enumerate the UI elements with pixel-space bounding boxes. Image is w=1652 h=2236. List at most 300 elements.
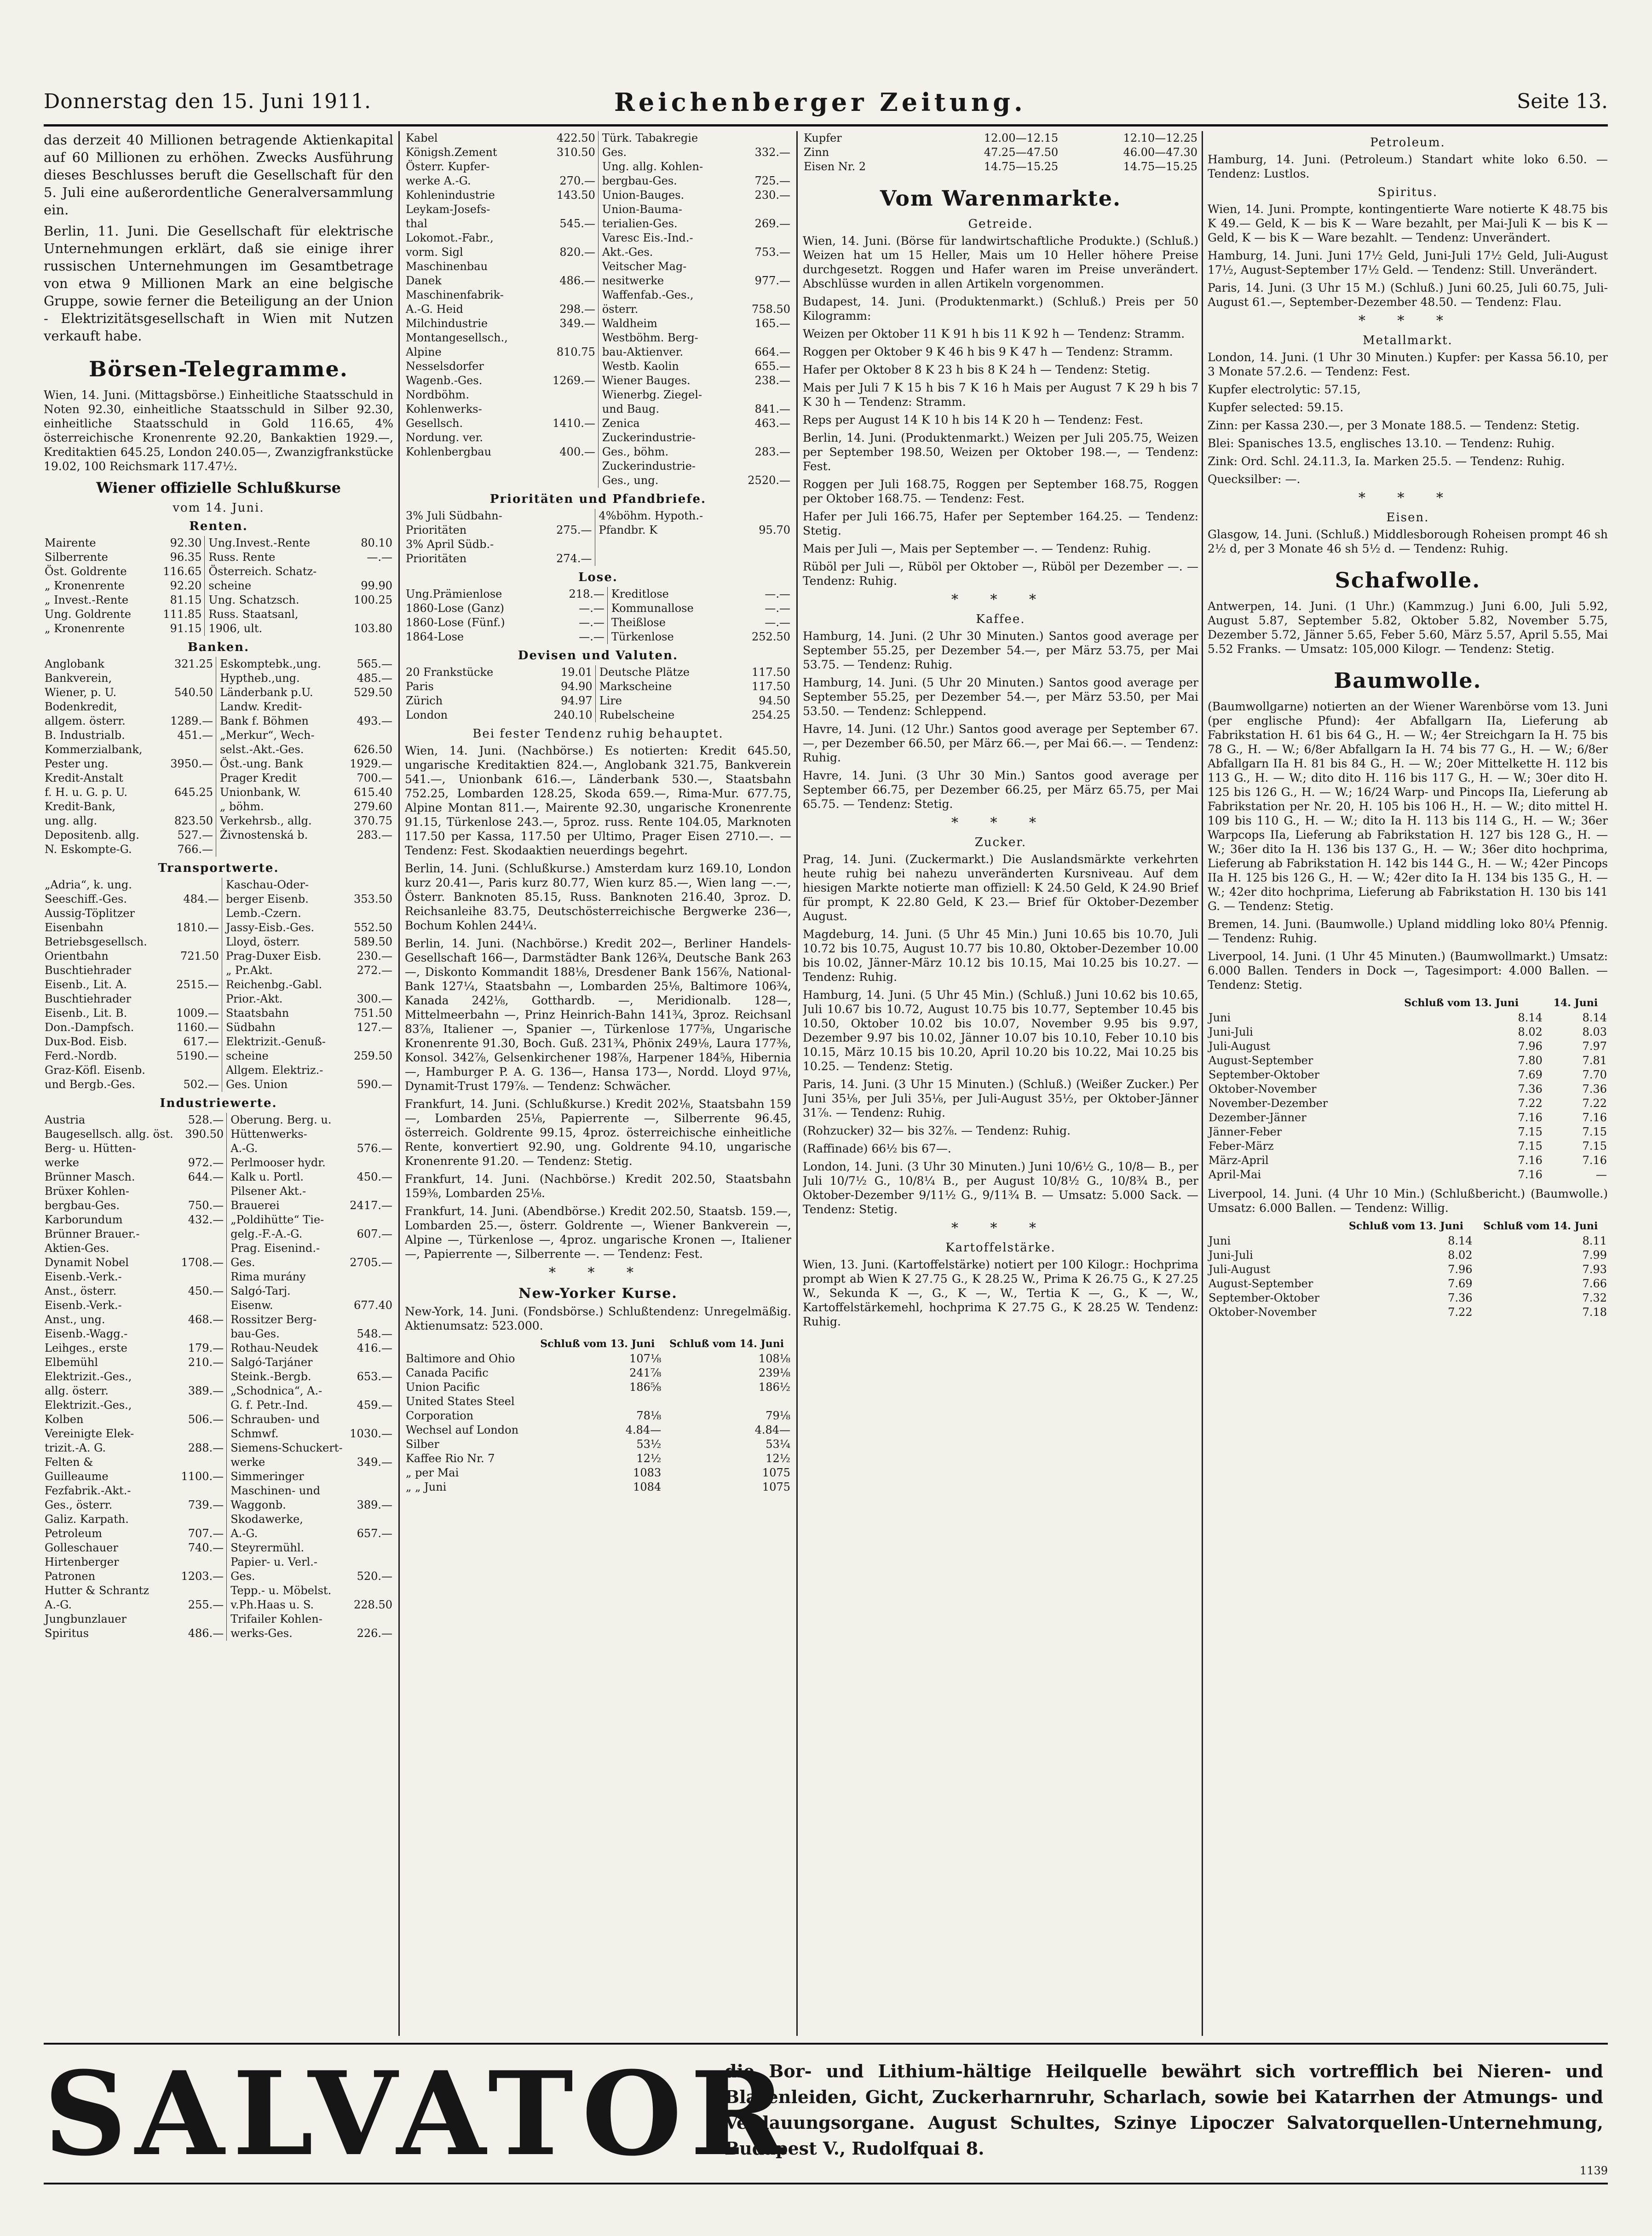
table-cell: Wagenb.-Ges.	[406, 374, 483, 387]
table-header-cell: 14. Juni	[1553, 997, 1598, 1009]
table-row	[405, 1380, 791, 1395]
table-cell: Union-Bauma-	[602, 203, 682, 216]
table-cell: 700.—	[357, 772, 392, 784]
article-intro: das derzeit 40 Millionen betragende Aktienkapital auf 60 Millionen zu erhöhen. Zwecks Ausführung dieses Beschlusses beruft die Gesellschaft für den 5. Juli eine außerordentliche Generalversammlung ein.	[44, 132, 393, 218]
table-cell: Guilleaume	[45, 1470, 109, 1483]
table-cell: United States Steel	[406, 1395, 515, 1408]
table-cell: Nordböhm.	[406, 388, 469, 401]
table-row	[44, 536, 393, 550]
table-row	[1208, 1139, 1608, 1153]
table-cell: 100.25	[354, 594, 392, 606]
table-cell: Corporation	[406, 1409, 474, 1422]
table-row	[405, 231, 791, 245]
table-cell: Türk. Tabakregie	[602, 132, 698, 144]
table-cell: 3% April Südb.-	[406, 538, 494, 551]
table-cell: 230.—	[357, 950, 392, 962]
table-newyork	[405, 1337, 791, 1494]
table-cell	[595, 552, 745, 566]
table-row	[405, 345, 791, 359]
table-row	[405, 523, 791, 537]
table-cell: Orientbahn	[45, 950, 109, 962]
table-cell: Anglobank	[45, 657, 104, 670]
table-cell: 8.14	[1448, 1234, 1473, 1247]
table-cell: Buschtiehrader	[45, 964, 132, 977]
table-cell: 230.—	[754, 189, 790, 202]
table-cell: Buschtiehrader	[45, 992, 132, 1005]
table-cell: Markscheine	[599, 680, 672, 693]
table-cell: 8.11	[1582, 1234, 1607, 1247]
table-cell: 218.—	[551, 587, 608, 601]
table-cell: Österr. Kupfer-	[406, 160, 490, 173]
table-cell: 459.—	[357, 1399, 392, 1412]
table-cell	[734, 459, 791, 473]
table-cell: f. H. u. G. p. U.	[45, 786, 128, 799]
heading-spiritus: Spiritus.	[1377, 185, 1438, 199]
table-cell: 390.50	[178, 1127, 227, 1141]
table-cell: 7.81	[1582, 1054, 1607, 1067]
table-cell	[167, 963, 222, 978]
table-cell	[178, 1427, 227, 1441]
heading-kaffee: Kaffee.	[976, 612, 1025, 626]
report-paragraph: Quecksilber: —.	[1208, 473, 1301, 486]
report-eisen: Glasgow, 14. Juni. (Schluß.) Middlesborough Roheisen prompt 46 sh 2½ d, per 3 Monate 46 sh 5½ d. — Tendenz: Ruhig.	[1208, 528, 1608, 555]
table-header-row	[1208, 996, 1608, 1011]
table-cell: thal	[406, 217, 428, 230]
table-metals	[803, 131, 1198, 174]
table-row	[44, 1355, 393, 1370]
table-cell: Hirtenberger	[45, 1556, 119, 1568]
table-cell: 1203.—	[178, 1569, 227, 1584]
table-cell: Türkenlose	[611, 630, 674, 643]
table-cell: Skodawerke,	[230, 1513, 303, 1526]
baumwolle-reports	[1208, 699, 1608, 992]
table-cell: 96.35	[152, 550, 205, 565]
table-cell: Eisen Nr. 2	[804, 160, 866, 173]
table-cell: Vereinigte Elek-	[45, 1427, 134, 1440]
table-cell: 270.—	[538, 174, 598, 188]
table-cell: 468.—	[178, 1313, 227, 1327]
table-cell: Steyrermühl.	[230, 1541, 305, 1554]
table-row	[44, 1184, 393, 1199]
table-row	[44, 814, 393, 828]
table-cell	[533, 1395, 662, 1409]
table-cell: Tepp.- u. Möbelst.	[230, 1584, 332, 1597]
table-cell	[161, 743, 216, 757]
separator-stars: * * *	[1358, 313, 1457, 329]
table-cell: „Merkur“, Wech-	[219, 729, 315, 742]
table-row	[44, 1555, 393, 1569]
table-cell	[344, 565, 393, 579]
table-cell: Ung.Invest.-Rente	[208, 536, 311, 549]
table-cell: London	[406, 709, 448, 721]
table-cell: Bodenkredit,	[45, 700, 117, 713]
table-cell	[538, 331, 598, 345]
table-cell: Baltimore and Ohio	[406, 1352, 515, 1365]
table-header-cell: Schluß vom 13. Juni	[540, 1338, 655, 1350]
table-cell: 7.99	[1582, 1249, 1607, 1262]
table-cell: 4%böhm. Hypoth.-	[599, 509, 703, 522]
table-cell: Waldheim	[602, 317, 657, 330]
table-cell: Westb. Kaolin	[602, 360, 679, 373]
table-cell: Südbahn	[225, 1021, 276, 1034]
table-row	[405, 217, 791, 231]
table-cell: 279.60	[354, 800, 392, 813]
table-cell: Zürich	[406, 694, 443, 707]
table-cell: 1269.—	[538, 374, 598, 388]
report-paragraph: Reps per August 14 K 10 h bis 14 K 20 h — Tendenz: Fest.	[803, 413, 1143, 426]
table-row	[405, 473, 791, 488]
table-cell: werks-Ges.	[230, 1627, 293, 1640]
table-cell: Kredit-Bank,	[45, 800, 115, 813]
table-cell	[745, 509, 791, 523]
table-row	[405, 188, 791, 202]
table-cell: 7.22	[1582, 1097, 1607, 1110]
table-cell: scheine	[225, 1049, 269, 1062]
report-paragraph: Liverpool, 14. Juni. (1 Uhr 45 Minuten.) (Baumwollmarkt.) Umsatz: 6.000 Ballen. Tenders in Dock —, Tagesimport: 4.000 Ballen. — Tendenz: Stetig.	[1208, 950, 1608, 991]
table-cell	[347, 1355, 393, 1370]
table-cell: A.-G.	[230, 1142, 258, 1155]
table-cell	[734, 131, 791, 145]
table-cell: Zinn	[804, 146, 829, 159]
table-cell: „Schodnica“, A.-	[230, 1384, 322, 1397]
report-paragraph: (Rohzucker) 32— bis 32⅞. — Tendenz: Ruhig.	[803, 1124, 1071, 1137]
table-cell: 3% Juli Südbahn-	[406, 509, 502, 522]
table-cell: —.—	[551, 616, 608, 630]
table-cell	[347, 1441, 393, 1455]
table-cell: 721.50	[167, 949, 222, 963]
table-cell: Leykam-Josefs-	[406, 203, 490, 216]
table-row	[44, 1427, 393, 1441]
table-row	[44, 1370, 393, 1384]
ad-text: die Bor- und Lithium-hältige Heilquelle bewährt sich vortrefflich bei Nieren- und Blasenleiden, Gicht, Zuckerharnruhr, Scharlach, sowie bei Katarrhen der Atmungs- und Verdauungsorgane. August Schultes, Szinye Lipoczer Salvatorquellen-Unternehmung, Budapest V., Rudolfquai 8.	[725, 2061, 1603, 2159]
table-cell: 5190.—	[167, 1049, 222, 1063]
table-cell	[178, 1184, 227, 1199]
table-cell: Russ. Rente	[208, 551, 276, 564]
table-cell: Eisenw.	[230, 1299, 273, 1312]
table-cell: November-Dezember	[1209, 1097, 1328, 1110]
zucker-reports	[803, 852, 1198, 1216]
table-cell: G. f. Petr.-Ind.	[230, 1399, 308, 1412]
table-cell: Bank f. Böhmen	[219, 715, 309, 727]
table-cell: 1084	[633, 1481, 662, 1493]
report-paragraph: Budapest, 14. Juni. (Produktenmarkt.) (Schluß.) Preis per 50 Kilogramm:	[803, 295, 1198, 323]
table-cell: Ung. Goldrente	[45, 608, 131, 621]
table-cell: 617.—	[167, 1035, 222, 1049]
table-row	[405, 1352, 791, 1366]
table-cell: 7.93	[1582, 1263, 1607, 1276]
table-row	[44, 1441, 393, 1455]
table-cell	[161, 700, 216, 714]
masthead-rule	[44, 124, 1608, 127]
table-cell: 493.—	[357, 715, 392, 727]
table-header-cell	[1208, 1219, 1339, 1234]
table-row	[405, 431, 791, 445]
table-cell: Wechsel auf London	[406, 1423, 519, 1436]
table-row	[44, 1241, 393, 1256]
table-cell: 540.50	[161, 686, 216, 700]
report-schafwolle: Antwerpen, 14. Juni. (1 Uhr.) (Kammzug.) Juni 6.00, Juli 5.92, August 5.87, September 5.82, Oktober 5.82, November 5.75, Dezember 5.72, Jänner 5.65, Feber 5.60, März 5.57, April 5.55, Mai 5.52 Franks. — Umsatz: 105,000 Kilogr. — Tendenz: Stetig.	[1208, 599, 1608, 656]
table-cell: 117.50	[752, 666, 790, 679]
table-row	[405, 331, 791, 345]
table-cell: B. Industrialb.	[45, 729, 125, 742]
table-cell	[734, 388, 791, 402]
table-cell: 370.75	[354, 814, 392, 827]
table-cell: 353.50	[354, 893, 392, 905]
table-cell	[662, 1395, 791, 1409]
table-cell: nesitwerke	[602, 274, 664, 287]
table-cell: 977.—	[754, 274, 790, 287]
table-row	[44, 949, 393, 963]
table-cell: Prioritäten	[406, 552, 467, 565]
table-cell	[734, 160, 791, 174]
table-cell: 7.22	[1518, 1097, 1543, 1110]
table-cell	[178, 1241, 227, 1256]
table-cell: Rothau-Neudek	[230, 1342, 318, 1354]
column-1	[44, 131, 393, 2038]
table-row	[44, 1541, 393, 1555]
heading-kartoffel: Kartoffelstärke.	[945, 1241, 1056, 1255]
table-cell	[734, 231, 791, 245]
table-cell	[167, 1063, 222, 1078]
table-cell	[347, 1241, 393, 1256]
table-cell: 7.15	[1582, 1140, 1607, 1153]
table-cell: 226.—	[357, 1627, 392, 1640]
table-cell: Veitscher Mag-	[602, 260, 687, 273]
heading-devisen: Devisen und Valuten.	[518, 649, 679, 663]
table-cell: Paris	[406, 680, 434, 693]
heading-lose: Lose.	[578, 571, 618, 584]
table-cell: Steink.-Bergb.	[230, 1370, 311, 1383]
table-cell: 12½	[636, 1452, 662, 1465]
table-cell: Salgó-Tarj.	[230, 1285, 291, 1297]
table-cell: Hutter & Schrantz	[45, 1584, 149, 1597]
heading-transport: Transportwerte.	[158, 861, 279, 875]
table-row	[1208, 1054, 1608, 1068]
table-cell	[734, 331, 791, 345]
report-paragraph: Zinn: per Kassa 230.—, per 3 Monate 188.5. — Tendenz: Stetig.	[1208, 419, 1580, 432]
table-cell: 1160.—	[167, 1020, 222, 1035]
table-cell: Oktober-November	[1209, 1083, 1317, 1095]
report-paragraph: Wien, 14. Juni. (Börse für landwirtschaftliche Produkte.) (Schluß.) Weizen hat um 15 Heller, Mais um 10 Heller höhere Preise durchgesetzt. Roggen und Hafer waren im Preise unverändert. Abschlüsse wurden in allen Artikeln vorgenommen.	[803, 234, 1198, 290]
table-header-cell: Schluß vom 14. Juni	[669, 1338, 784, 1350]
table-row	[44, 565, 393, 579]
heading-newyork: New-Yorker Kurse.	[518, 1285, 678, 1302]
table-cell: Elbemühl	[45, 1356, 98, 1369]
table-row	[405, 445, 791, 459]
table-cell: Rima murány	[230, 1270, 306, 1283]
table-cell: Oktober-November	[1209, 1306, 1317, 1319]
table-cell: April-Mai	[1209, 1168, 1261, 1181]
table-row	[44, 906, 393, 921]
table-row	[405, 680, 791, 694]
table-cell: 740.—	[178, 1541, 227, 1555]
table-cell: Pfandbr. K	[599, 524, 658, 536]
table-cell: 298.—	[538, 302, 598, 317]
table-cell: 644.—	[178, 1170, 227, 1184]
table-cell: 750.—	[178, 1199, 227, 1213]
report-paragraph: Havre, 14. Juni. (3 Uhr 30 Min.) Santos good average per September 66.75, per Dezember 66.25, per März 65.75, per Mai 65.75. — Tendenz: Stetig.	[803, 769, 1198, 811]
table-row	[44, 935, 393, 949]
table-row	[405, 1480, 791, 1494]
table-cell: 1009.—	[167, 1006, 222, 1020]
table-row	[44, 1626, 393, 1641]
table-header-row	[1208, 1219, 1608, 1234]
table-cell: 7.96	[1448, 1263, 1473, 1276]
table-row	[44, 771, 393, 785]
table-cell: 46.00—47.30	[1123, 146, 1197, 159]
table-cell: Ges. Union	[225, 1078, 288, 1091]
table-cell: 186⅝	[629, 1381, 662, 1394]
table-cell: Juni	[1209, 1011, 1231, 1024]
table-cell: 506.—	[178, 1412, 227, 1427]
table-cell: 2520.—	[748, 474, 790, 487]
table-cell: 81.15	[152, 593, 205, 607]
table-cell: Eskomptebk.,ung.	[219, 657, 321, 670]
section-heading-waren: Vom Warenmarkte.	[880, 186, 1122, 211]
table-row	[405, 1366, 791, 1380]
table-cell: 8.14	[1518, 1011, 1543, 1024]
table-cell: „Adria“, k. ung.	[45, 878, 132, 891]
table-cell: 8.02	[1448, 1249, 1473, 1262]
report-paragraph: Blei: Spanisches 13.5, englisches 13.10. — Tendenz: Ruhig.	[1208, 437, 1555, 450]
table-cell: „ per Mai	[406, 1466, 459, 1479]
table-cell: Juni-Juli	[1209, 1026, 1253, 1038]
table-cell: 653.—	[357, 1370, 392, 1383]
table-cell: 766.—	[161, 842, 216, 857]
table-cell: 255.—	[178, 1598, 227, 1612]
table-cell: Schmwf.	[230, 1427, 279, 1440]
table-cell: Dynamit Nobel	[45, 1256, 129, 1269]
table-row	[44, 1598, 393, 1612]
table-row	[44, 657, 393, 671]
table-row	[405, 288, 791, 302]
table-row	[1208, 1011, 1608, 1025]
table-cell: 7.80	[1518, 1054, 1543, 1067]
table-cell: 1075	[762, 1466, 790, 1479]
table-cell: 20 Frankstücke	[406, 666, 494, 679]
table-cell: 12½	[766, 1452, 790, 1465]
table-cell: 179.—	[178, 1341, 227, 1355]
table-prioritaeten	[405, 509, 791, 566]
table-cell: 972.—	[178, 1156, 227, 1170]
report-paragraph: Paris, 14. Juni. (3 Uhr 15 Minuten.) (Schluß.) (Weißer Zucker.) Per Juni 35⅛, per Juli 35⅛, per Juli-August 35½, per Oktober-Jänner 31⅞. — Tendenz: Ruhig.	[803, 1078, 1198, 1119]
table-cell: 7.15	[1518, 1125, 1543, 1138]
report-paragraph: Magdeburg, 14. Juni. (5 Uhr 45 Min.) Juni 10.65 bis 10.70, Juli 10.72 bis 10.75, August 10.77 bis 10.80, Oktober-Dezember 10.00 bis 10.02, Jänner-März 10.12 bis 10.15, Mai 10.25 bis 10.27. — Tendenz: Ruhig.	[803, 928, 1198, 984]
table-cell: 753.—	[754, 246, 790, 259]
table-cell: allgem. österr.	[45, 715, 126, 727]
table-cell	[347, 1484, 393, 1498]
table-cell: Reichenbg.-Gabl.	[225, 978, 322, 991]
table-cell	[745, 552, 791, 566]
table-row	[44, 1498, 393, 1512]
table-row	[44, 1284, 393, 1298]
table-header-cell: Schluß vom 13. Juni	[1404, 997, 1519, 1009]
column-4	[1208, 131, 1608, 2038]
report-paragraph: Hafer per Juli 166.75, Hafer per September 164.25. — Tendenz: Stetig.	[803, 510, 1198, 537]
table-cell: scheine	[208, 579, 252, 592]
table-cell	[178, 1327, 227, 1341]
report-paragraph: Mais per Juli —, Mais per September —. — Tendenz: Ruhig.	[803, 542, 1151, 555]
table-row	[44, 963, 393, 978]
table-cell: 7.16	[1518, 1111, 1543, 1124]
table-cell: 576.—	[357, 1142, 392, 1155]
table-cell	[347, 1113, 393, 1127]
table-cell: Austria	[45, 1113, 86, 1126]
table-cell	[347, 1412, 393, 1427]
table-cell	[178, 1298, 227, 1313]
table-header-cell: Schluß vom 13. Juni	[1348, 1220, 1464, 1232]
table-cell: Schrauben- und	[230, 1413, 320, 1426]
report-newyork: New-York, 14. Juni. (Fondsbörse.) Schlußtendenz: Unregelmäßig. Aktienumsatz: 523.000.	[405, 1305, 791, 1332]
table-cell: Spiritus	[45, 1627, 89, 1640]
table-cell: 80.10	[361, 536, 392, 549]
report-petroleum: Hamburg, 14. Juni. (Petroleum.) Standart white loko 6.50. — Tendenz: Lustlos.	[1208, 153, 1608, 180]
report-berlin-nachboerse: Berlin, 14. Juni. (Nachbörse.) Kredit 202—, Berliner Handels-Gesellschaft 166—, Darmstädter Bank 126¾, Deutsche Bank 263—, Diskonto Kommandit 188⅛, Dresdener Bank 156⅞, National-Bank 127¼, Staatsbahn —, Lombarden 25⅛, Baltimore 106¾, Kanada 242⅛, Gotthardb. —, Meridionalb. 128—, Mittelmeerbahn —, Prinz Heinrich-Bahn 141¾, 3proz. Reichsanl 83⅞, Italiener —, Spanier —, Türkenlose 177⅝, Ungarische Kronenrente 91.30, Boch. Guß. 231¾, Phönix 249⅛, Laura 177⅜, Konsol. 342⅞, Gelsenkirchener 198⅞, Harpener 184⅝, Hibernia —, Hamburger P. A. G. 136—, Hansa 173—, Nordd. Lloyd 97⅛, Dynamit-Trust 179⅞. — Tendenz: Schwächer.	[405, 937, 791, 1093]
table-row	[44, 878, 393, 892]
table-row	[44, 714, 393, 728]
table-cell: 94.50	[759, 694, 790, 707]
table-cell: 1929.—	[350, 757, 392, 770]
table-industrie	[44, 1113, 393, 1641]
table-row	[1208, 1068, 1608, 1082]
table-cell: Silberrente	[45, 551, 108, 564]
table-row	[405, 1409, 791, 1423]
table-cell: 269.—	[754, 217, 790, 230]
table-cell: Karborundum	[45, 1213, 123, 1226]
table-cell	[347, 1612, 393, 1626]
table-row	[44, 1612, 393, 1626]
table-cell: Siemens-Schuckert-	[230, 1441, 343, 1454]
table-row	[44, 992, 393, 1006]
table-cell: September-Oktober	[1209, 1291, 1320, 1304]
table-cell: 725.—	[754, 174, 790, 187]
table-cell: 645.25	[161, 785, 216, 800]
table-cell: 552.50	[354, 921, 392, 934]
table-cell: 7.22	[1448, 1306, 1473, 1319]
report-wien-mittag: Wien, 14. Juni. (Mittagsbörse.) Einheitliche Staatsschuld in Noten 92.30, einheitliche Staatsschuld in Silber 92.30, einheitliche Staatsschuld in Gold 116.65, 4% österreichische Kronenrente 92.20, Bankaktien 1929.—, Kreditaktien 645.25, London 240.05—, Zwanzigfrankstücke 19.02, 100 Reichsmark 117.47½.	[44, 388, 393, 473]
table-cell: Unionbank, W.	[219, 786, 301, 799]
table-row	[405, 174, 791, 188]
table-cell: „Poldihütte“ Tie-	[230, 1213, 324, 1226]
table-cell	[341, 728, 393, 743]
table-cell	[347, 1156, 393, 1170]
table-cell: selst.-Akt.-Ges.	[219, 743, 304, 756]
table-cell: 451.—	[161, 728, 216, 743]
table-cell: Ges.	[230, 1570, 255, 1583]
table-cell: Ges.	[230, 1256, 255, 1269]
table-row	[44, 579, 393, 593]
getreide-reports	[803, 234, 1198, 588]
table-row	[405, 302, 791, 317]
table-cell	[161, 771, 216, 785]
table-row	[405, 402, 791, 416]
heading-industrie: Industriewerte.	[160, 1096, 277, 1110]
table-cell: ung. allg.	[45, 814, 98, 827]
table-cell: 3950.—	[161, 757, 216, 771]
table-row	[405, 416, 791, 431]
table-cell: Kaschau-Oder-	[225, 878, 309, 891]
report-paragraph: Roggen per Juli 168.75, Roggen per September 168.75, Roggen per Oktober 168.75. — Tendenz: Fest.	[803, 478, 1198, 505]
table-cell: Elektrizit.-Ges.,	[45, 1370, 132, 1383]
table-cell	[345, 1063, 393, 1078]
table-cell	[538, 288, 598, 302]
table-cell: 186½	[758, 1381, 790, 1394]
heading-metallmarkt: Metallmarkt.	[1363, 334, 1453, 347]
table-cell: Varesc Eis.-Ind.-	[602, 231, 693, 244]
table-cell: bergbau-Ges.	[45, 1199, 120, 1212]
table-cell: 545.—	[538, 217, 598, 231]
table-cell: 107⅛	[629, 1352, 662, 1365]
